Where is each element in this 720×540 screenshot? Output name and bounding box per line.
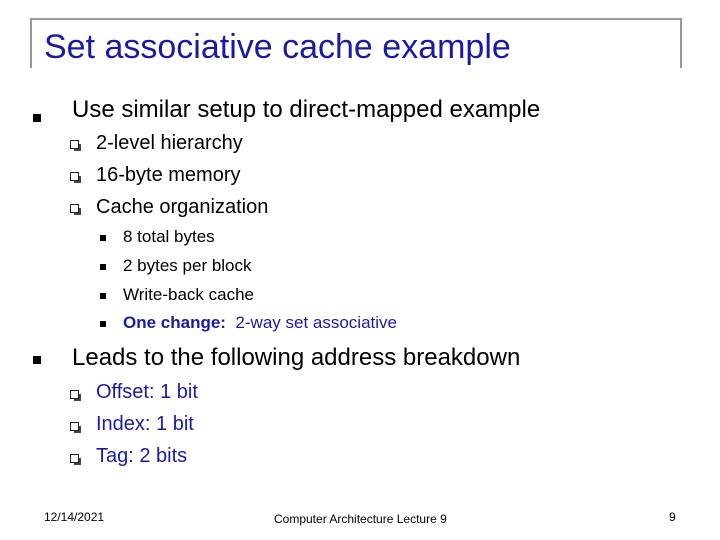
detail-write-back: Write-back cache	[123, 285, 255, 304]
one-change-label: One change:	[123, 313, 226, 332]
sub-bullet-tag: Tag: 2 bits	[96, 445, 188, 467]
checkbox-bullet-icon	[70, 390, 79, 399]
bullet-square-icon	[100, 293, 106, 299]
one-change-value: 2-way set associative	[235, 313, 397, 332]
checkbox-bullet-icon	[70, 454, 79, 463]
bullet-square-icon	[33, 356, 41, 364]
checkbox-bullet-icon	[70, 172, 79, 181]
bullet-address-breakdown: Leads to the following address breakdown	[72, 344, 521, 371]
detail-total-bytes: 8 total bytes	[123, 227, 215, 246]
bullet-square-icon	[100, 264, 106, 270]
sub-bullet-cache-org: Cache organization	[96, 196, 269, 218]
detail-one-change	[123, 313, 397, 333]
sub-bullet-index: Index: 1 bit	[96, 413, 194, 435]
bullet-square-icon	[33, 114, 41, 122]
slide-title: Set associative cache example	[44, 28, 511, 66]
page-number: 9	[669, 510, 676, 524]
checkbox-bullet-icon	[70, 204, 79, 213]
sub-bullet-offset: Offset: 1 bit	[96, 381, 198, 403]
checkbox-bullet-icon	[70, 140, 79, 149]
bullet-setup: Use similar setup to direct-mapped example	[72, 96, 541, 123]
footer-course: Computer Architecture Lecture 9	[274, 512, 447, 526]
bullet-square-icon	[100, 321, 106, 327]
bullet-square-icon	[100, 235, 106, 241]
footer-date: 12/14/2021	[44, 510, 105, 524]
sub-bullet-memory: 16-byte memory	[96, 164, 241, 186]
sub-bullet-hierarchy: 2-level hierarchy	[96, 132, 243, 154]
checkbox-bullet-icon	[70, 422, 79, 431]
detail-bytes-per-block: 2 bytes per block	[123, 256, 252, 275]
